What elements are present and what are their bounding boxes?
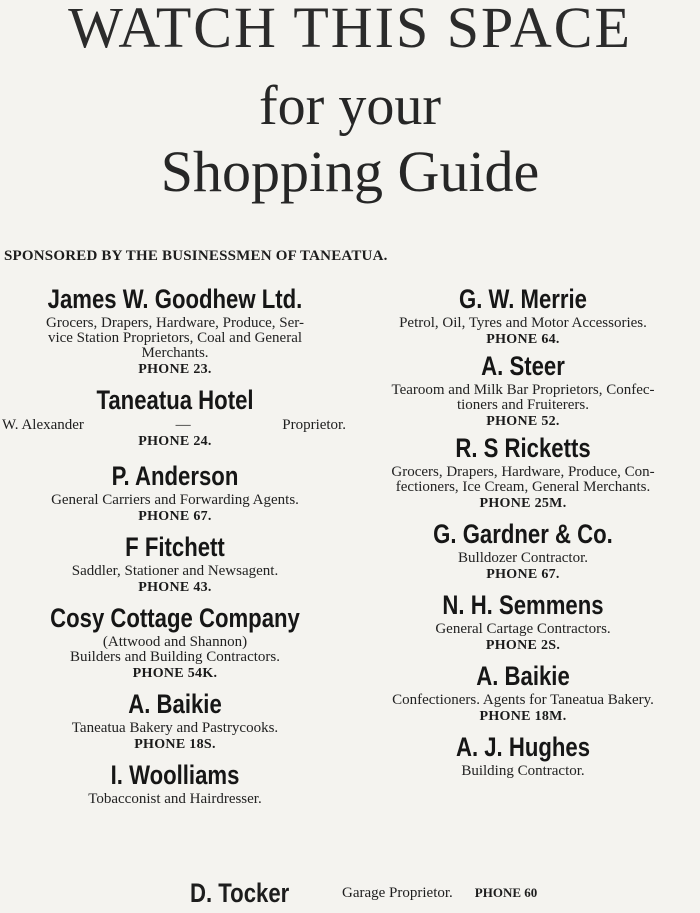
business-desc: General Carriers and Forwarding Agents. [51, 492, 299, 508]
proprietor-row [0, 417, 350, 433]
business-desc: Building Contractor. [461, 763, 585, 779]
listing-gardner [346, 517, 700, 584]
business-phone: PHONE 43. [138, 580, 212, 595]
right-column [346, 282, 700, 779]
business-name: A. J. Hughes [455, 732, 591, 762]
business-name: P. Anderson [111, 461, 239, 491]
sponsor-line: SPONSORED BY THE BUSINESSMEN OF TANEATUA. [4, 248, 388, 264]
business-phone: PHONE 18M. [479, 709, 567, 724]
listing-steer [346, 349, 700, 431]
business-desc: Tearoom and Milk Bar Proprietors, Confec- [391, 382, 655, 398]
proprietor-role: Proprietor. [282, 417, 346, 433]
business-phone: PHONE 54K. [132, 666, 218, 681]
business-phone: PHONE 24. [138, 434, 212, 449]
business-desc: (Attwood and Shannon) [102, 634, 248, 650]
listing-anderson [0, 459, 350, 526]
business-desc: Merchants. [141, 345, 209, 361]
left-column [0, 282, 350, 807]
business-phone: PHONE 67. [486, 567, 560, 582]
business-phone: PHONE 64. [486, 332, 560, 347]
business-desc: Saddler, Stationer and Newsagent. [71, 563, 279, 579]
business-name: D. Tocker [190, 878, 290, 908]
business-name: G. W. Merrie [459, 284, 587, 314]
listing-goodhew [0, 282, 350, 379]
business-phone: PHONE 18S. [134, 737, 216, 752]
proprietor-name: W. Alexander [2, 417, 84, 433]
listing-baikie-confectioners [346, 659, 700, 726]
listing-ricketts [346, 431, 700, 513]
listing-fitchett [0, 530, 350, 597]
business-desc: Tobacconist and Hairdresser. [88, 791, 262, 807]
business-name: Cosy Cottage Company [50, 603, 300, 633]
business-desc: Taneatua Bakery and Pastrycooks. [71, 720, 279, 736]
business-desc: Confectioners. Agents for Taneatua Bakery. [392, 692, 654, 708]
business-desc: Petrol, Oil, Tyres and Motor Accessories. [399, 315, 647, 331]
business-phone: PHONE 2S. [485, 638, 561, 653]
business-desc: vice Station Proprietors, Coal and General [47, 330, 303, 346]
business-name: James W. Goodhew Ltd. [47, 284, 303, 314]
business-desc: Garage Proprietor. [342, 884, 453, 901]
headline-for-your: for your [259, 75, 441, 137]
business-name: I. Woolliams [110, 760, 240, 790]
listing-woolliams [0, 758, 350, 807]
business-name: A. Baikie [476, 661, 570, 691]
business-phone: PHONE 25M. [479, 496, 567, 511]
business-phone: PHONE 60 [474, 885, 538, 900]
business-name: N. H. Semmens [442, 590, 604, 620]
headline-watch-this-space: WATCH THIS SPACE [68, 0, 632, 60]
business-desc: General Cartage Contractors. [435, 621, 611, 637]
business-name: Taneatua Hotel [96, 385, 254, 415]
listing-taneatua-hotel [0, 383, 350, 451]
business-name: A. Baikie [128, 689, 222, 719]
business-desc: Grocers, Drapers, Hardware, Produce, Con- [391, 464, 655, 480]
headline-shopping-guide: Shopping Guide [160, 139, 540, 204]
listing-baikie-bakery [0, 687, 350, 754]
business-name: R. S Ricketts [455, 433, 591, 463]
listing-merrie [346, 282, 700, 349]
listing-hughes [346, 730, 700, 779]
business-phone: PHONE 67. [138, 509, 212, 524]
business-desc: Bulldozer Contractor. [458, 550, 588, 566]
listing-cosy-cottage [0, 601, 350, 683]
business-name: F Fitchett [125, 532, 225, 562]
business-desc: fectioners, Ice Cream, General Merchants. [395, 479, 651, 495]
business-desc: Grocers, Drapers, Hardware, Produce, Ser- [46, 315, 304, 331]
business-name: G. Gardner & Co. [433, 519, 613, 549]
business-phone: PHONE 23. [138, 362, 212, 377]
business-name: A. Steer [481, 351, 565, 381]
listing-tocker [190, 876, 700, 912]
business-desc: tioners and Fruiterers. [456, 397, 590, 413]
business-phone: PHONE 52. [486, 414, 560, 429]
dash: — [175, 417, 191, 433]
business-desc: Builders and Building Contractors. [70, 649, 280, 665]
listing-semmens [346, 588, 700, 655]
